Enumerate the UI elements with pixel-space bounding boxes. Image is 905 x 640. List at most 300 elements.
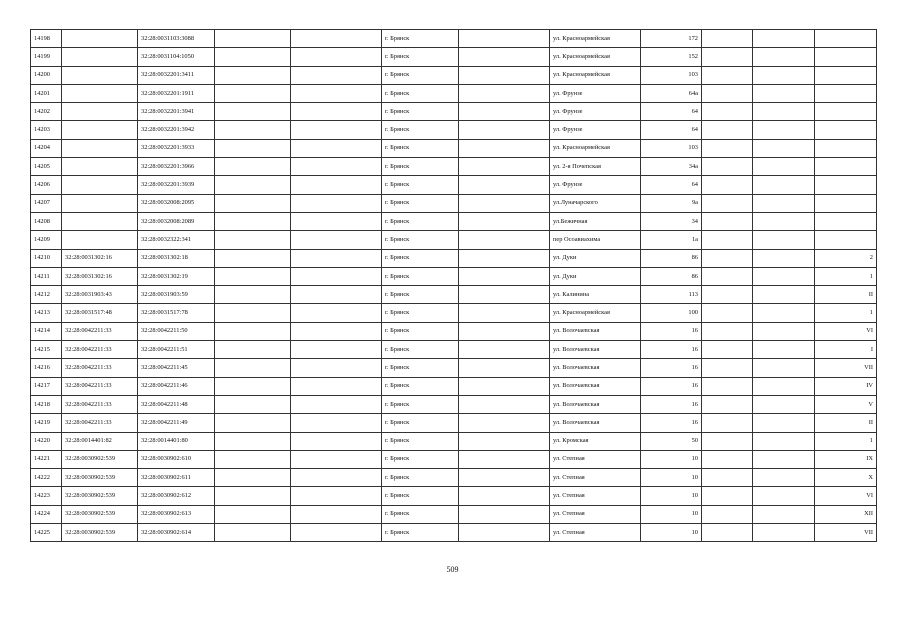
house-number-cell: 172: [641, 30, 702, 48]
row-number-cell: 14217: [31, 377, 62, 395]
empty-cell: [459, 249, 550, 267]
table-row: [31, 139, 877, 157]
premises-number-cell: [815, 231, 877, 249]
empty-cell: [459, 176, 550, 194]
empty-cell: [459, 286, 550, 304]
premises-number-cell: VI: [815, 487, 877, 505]
empty-cell: [459, 231, 550, 249]
land-cadastral-number-cell: 32:28:0042211:33: [62, 414, 138, 432]
row-number-cell: 14205: [31, 158, 62, 176]
land-cadastral-number-cell: [62, 212, 138, 230]
empty-cell: [753, 487, 815, 505]
empty-cell: [215, 139, 291, 157]
house-number-cell: 16: [641, 322, 702, 340]
object-cadastral-number-cell: 32:28:0032322:341: [138, 231, 215, 249]
empty-cell: [459, 66, 550, 84]
empty-cell: [459, 304, 550, 322]
empty-cell: [753, 304, 815, 322]
empty-cell: [459, 432, 550, 450]
city-cell: г. Брянск: [382, 286, 459, 304]
house-number-cell: 34: [641, 212, 702, 230]
empty-cell: [215, 469, 291, 487]
empty-cell: [459, 341, 550, 359]
object-cadastral-number-cell: 32:28:0031517:78: [138, 304, 215, 322]
object-cadastral-number-cell: 32:28:0032201:1911: [138, 84, 215, 102]
city-cell: г. Брянск: [382, 249, 459, 267]
empty-cell: [291, 286, 382, 304]
empty-cell: [702, 469, 753, 487]
object-cadastral-number-cell: 32:28:0032201:3941: [138, 103, 215, 121]
empty-cell: [215, 286, 291, 304]
land-cadastral-number-cell: [62, 121, 138, 139]
empty-cell: [215, 84, 291, 102]
city-cell: г. Брянск: [382, 432, 459, 450]
city-cell: г. Брянск: [382, 66, 459, 84]
row-number-cell: 14216: [31, 359, 62, 377]
property-table: [30, 29, 877, 542]
empty-cell: [459, 267, 550, 285]
premises-number-cell: [815, 158, 877, 176]
city-cell: г. Брянск: [382, 158, 459, 176]
street-cell: ул. Волочаевская: [550, 395, 641, 413]
row-number-cell: 14219: [31, 414, 62, 432]
land-cadastral-number-cell: [62, 84, 138, 102]
empty-cell: [291, 524, 382, 542]
house-number-cell: 10: [641, 469, 702, 487]
empty-cell: [215, 505, 291, 523]
object-cadastral-number-cell: 32:28:0032201:3933: [138, 139, 215, 157]
land-cadastral-number-cell: [62, 231, 138, 249]
object-cadastral-number-cell: 32:28:0031302:19: [138, 267, 215, 285]
empty-cell: [702, 30, 753, 48]
empty-cell: [215, 158, 291, 176]
house-number-cell: 113: [641, 286, 702, 304]
object-cadastral-number-cell: 32:28:0030902:611: [138, 469, 215, 487]
empty-cell: [702, 322, 753, 340]
empty-cell: [215, 30, 291, 48]
city-cell: г. Брянск: [382, 487, 459, 505]
empty-cell: [459, 395, 550, 413]
empty-cell: [215, 322, 291, 340]
table-row: [31, 158, 877, 176]
table-row: [31, 231, 877, 249]
empty-cell: [702, 231, 753, 249]
object-cadastral-number-cell: 32:28:0032201:3411: [138, 66, 215, 84]
empty-cell: [291, 48, 382, 66]
empty-cell: [215, 304, 291, 322]
city-cell: г. Брянск: [382, 505, 459, 523]
house-number-cell: 16: [641, 414, 702, 432]
house-number-cell: 50: [641, 432, 702, 450]
empty-cell: [291, 487, 382, 505]
table-row: [31, 212, 877, 230]
empty-cell: [215, 395, 291, 413]
empty-cell: [459, 30, 550, 48]
empty-cell: [215, 341, 291, 359]
premises-number-cell: XII: [815, 505, 877, 523]
object-cadastral-number-cell: 32:28:0042211:50: [138, 322, 215, 340]
empty-cell: [215, 48, 291, 66]
empty-cell: [459, 194, 550, 212]
premises-number-cell: IV: [815, 377, 877, 395]
row-number-cell: 14215: [31, 341, 62, 359]
object-cadastral-number-cell: 32:28:0032201:3939: [138, 176, 215, 194]
table-row: [31, 469, 877, 487]
empty-cell: [753, 414, 815, 432]
premises-number-cell: 1: [815, 267, 877, 285]
empty-cell: [702, 139, 753, 157]
house-number-cell: 16: [641, 377, 702, 395]
object-cadastral-number-cell: 32:28:0032201:3966: [138, 158, 215, 176]
object-cadastral-number-cell: 32:28:0032008:2089: [138, 212, 215, 230]
empty-cell: [702, 212, 753, 230]
empty-cell: [291, 469, 382, 487]
premises-number-cell: [815, 139, 877, 157]
empty-cell: [291, 212, 382, 230]
empty-cell: [753, 231, 815, 249]
street-cell: ул. Степная: [550, 450, 641, 468]
land-cadastral-number-cell: 32:28:0030902:539: [62, 469, 138, 487]
object-cadastral-number-cell: 32:28:0042211:48: [138, 395, 215, 413]
land-cadastral-number-cell: 32:28:0042211:33: [62, 322, 138, 340]
object-cadastral-number-cell: 32:28:0031103:3088: [138, 30, 215, 48]
city-cell: г. Брянск: [382, 267, 459, 285]
premises-number-cell: VII: [815, 359, 877, 377]
empty-cell: [702, 432, 753, 450]
row-number-cell: 14224: [31, 505, 62, 523]
object-cadastral-number-cell: 32:28:0032201:3942: [138, 121, 215, 139]
table-row: [31, 48, 877, 66]
empty-cell: [702, 286, 753, 304]
house-number-cell: 64а: [641, 84, 702, 102]
empty-cell: [291, 139, 382, 157]
empty-cell: [291, 121, 382, 139]
empty-cell: [702, 524, 753, 542]
empty-cell: [459, 48, 550, 66]
empty-cell: [215, 359, 291, 377]
table-row: [31, 103, 877, 121]
empty-cell: [702, 377, 753, 395]
city-cell: г. Брянск: [382, 103, 459, 121]
row-number-cell: 14218: [31, 395, 62, 413]
empty-cell: [215, 121, 291, 139]
city-cell: г. Брянск: [382, 84, 459, 102]
row-number-cell: 14213: [31, 304, 62, 322]
city-cell: г. Брянск: [382, 30, 459, 48]
empty-cell: [753, 450, 815, 468]
land-cadastral-number-cell: 32:28:0031903:43: [62, 286, 138, 304]
table-row: [31, 487, 877, 505]
land-cadastral-number-cell: 32:28:0014401:82: [62, 432, 138, 450]
premises-number-cell: [815, 212, 877, 230]
premises-number-cell: II: [815, 414, 877, 432]
empty-cell: [753, 30, 815, 48]
empty-cell: [753, 176, 815, 194]
street-cell: ул. Кромская: [550, 432, 641, 450]
house-number-cell: 86: [641, 267, 702, 285]
row-number-cell: 14210: [31, 249, 62, 267]
row-number-cell: 14212: [31, 286, 62, 304]
city-cell: г. Брянск: [382, 341, 459, 359]
empty-cell: [215, 524, 291, 542]
city-cell: г. Брянск: [382, 176, 459, 194]
object-cadastral-number-cell: 32:28:0031104:1050: [138, 48, 215, 66]
land-cadastral-number-cell: 32:28:0030902:539: [62, 505, 138, 523]
empty-cell: [291, 103, 382, 121]
empty-cell: [702, 176, 753, 194]
empty-cell: [702, 158, 753, 176]
street-cell: ул. Фрунзе: [550, 121, 641, 139]
empty-cell: [291, 304, 382, 322]
street-cell: ул. Волочаевская: [550, 377, 641, 395]
row-number-cell: 14214: [31, 322, 62, 340]
empty-cell: [753, 103, 815, 121]
street-cell: ул. Степная: [550, 469, 641, 487]
empty-cell: [459, 487, 550, 505]
street-cell: ул. Фрунзе: [550, 84, 641, 102]
empty-cell: [459, 377, 550, 395]
empty-cell: [459, 212, 550, 230]
city-cell: г. Брянск: [382, 194, 459, 212]
street-cell: ул. Красноармейская: [550, 30, 641, 48]
object-cadastral-number-cell: 32:28:0032008:2095: [138, 194, 215, 212]
land-cadastral-number-cell: 32:28:0042211:33: [62, 341, 138, 359]
empty-cell: [291, 267, 382, 285]
premises-number-cell: VII: [815, 524, 877, 542]
empty-cell: [753, 286, 815, 304]
table-row: [31, 267, 877, 285]
row-number-cell: 14222: [31, 469, 62, 487]
row-number-cell: 14221: [31, 450, 62, 468]
empty-cell: [702, 304, 753, 322]
row-number-cell: 14202: [31, 103, 62, 121]
row-number-cell: 14207: [31, 194, 62, 212]
row-number-cell: 14204: [31, 139, 62, 157]
premises-number-cell: [815, 48, 877, 66]
empty-cell: [702, 103, 753, 121]
premises-number-cell: VI: [815, 322, 877, 340]
house-number-cell: 86: [641, 249, 702, 267]
premises-number-cell: [815, 30, 877, 48]
table-row: [31, 414, 877, 432]
city-cell: г. Брянск: [382, 450, 459, 468]
empty-cell: [459, 103, 550, 121]
empty-cell: [702, 267, 753, 285]
premises-number-cell: I: [815, 341, 877, 359]
street-cell: ул.Луначарского: [550, 194, 641, 212]
city-cell: г. Брянск: [382, 395, 459, 413]
street-cell: ул. Дуки: [550, 249, 641, 267]
street-cell: ул. Волочаевская: [550, 322, 641, 340]
empty-cell: [291, 158, 382, 176]
empty-cell: [459, 469, 550, 487]
empty-cell: [753, 158, 815, 176]
house-number-cell: 1а: [641, 231, 702, 249]
empty-cell: [215, 450, 291, 468]
row-number-cell: 14200: [31, 66, 62, 84]
empty-cell: [215, 432, 291, 450]
land-cadastral-number-cell: [62, 139, 138, 157]
table-row: [31, 395, 877, 413]
table-row: [31, 505, 877, 523]
land-cadastral-number-cell: 32:28:0042211:33: [62, 395, 138, 413]
empty-cell: [702, 249, 753, 267]
premises-number-cell: [815, 121, 877, 139]
empty-cell: [702, 341, 753, 359]
empty-cell: [291, 450, 382, 468]
land-cadastral-number-cell: 32:28:0031302:16: [62, 249, 138, 267]
empty-cell: [753, 322, 815, 340]
city-cell: г. Брянск: [382, 231, 459, 249]
row-number-cell: 14209: [31, 231, 62, 249]
empty-cell: [753, 84, 815, 102]
table-row: [31, 176, 877, 194]
empty-cell: [702, 450, 753, 468]
empty-cell: [215, 103, 291, 121]
empty-cell: [753, 469, 815, 487]
city-cell: г. Брянск: [382, 414, 459, 432]
row-number-cell: 14198: [31, 30, 62, 48]
empty-cell: [459, 414, 550, 432]
empty-cell: [459, 158, 550, 176]
row-number-cell: 14220: [31, 432, 62, 450]
empty-cell: [291, 341, 382, 359]
premises-number-cell: [815, 103, 877, 121]
empty-cell: [702, 84, 753, 102]
empty-cell: [753, 139, 815, 157]
table-row: [31, 249, 877, 267]
house-number-cell: 152: [641, 48, 702, 66]
street-cell: ул. Степная: [550, 487, 641, 505]
table-row: [31, 377, 877, 395]
empty-cell: [753, 524, 815, 542]
empty-cell: [291, 176, 382, 194]
land-cadastral-number-cell: 32:28:0030902:539: [62, 524, 138, 542]
house-number-cell: 103: [641, 139, 702, 157]
empty-cell: [459, 139, 550, 157]
row-number-cell: 14206: [31, 176, 62, 194]
empty-cell: [702, 194, 753, 212]
house-number-cell: 103: [641, 66, 702, 84]
street-cell: ул. Волочаевская: [550, 359, 641, 377]
empty-cell: [459, 322, 550, 340]
empty-cell: [291, 30, 382, 48]
empty-cell: [459, 359, 550, 377]
empty-cell: [215, 377, 291, 395]
empty-cell: [702, 414, 753, 432]
street-cell: ул. Красноармейская: [550, 304, 641, 322]
table-row: [31, 121, 877, 139]
land-cadastral-number-cell: 32:28:0042211:33: [62, 377, 138, 395]
land-cadastral-number-cell: 32:28:0030902:539: [62, 487, 138, 505]
empty-cell: [291, 432, 382, 450]
house-number-cell: 10: [641, 505, 702, 523]
table-row: [31, 432, 877, 450]
house-number-cell: 16: [641, 341, 702, 359]
table-row: [31, 359, 877, 377]
empty-cell: [215, 176, 291, 194]
object-cadastral-number-cell: 32:28:0042211:46: [138, 377, 215, 395]
street-cell: ул. Дуки: [550, 267, 641, 285]
premises-number-cell: 2: [815, 249, 877, 267]
empty-cell: [291, 505, 382, 523]
empty-cell: [702, 505, 753, 523]
street-cell: ул. Степная: [550, 505, 641, 523]
row-number-cell: 14225: [31, 524, 62, 542]
street-cell: ул. Волочаевская: [550, 414, 641, 432]
street-cell: ул. Фрунзе: [550, 176, 641, 194]
empty-cell: [753, 194, 815, 212]
empty-cell: [753, 212, 815, 230]
city-cell: г. Брянск: [382, 377, 459, 395]
land-cadastral-number-cell: [62, 30, 138, 48]
house-number-cell: 10: [641, 487, 702, 505]
empty-cell: [753, 48, 815, 66]
table-row: [31, 84, 877, 102]
empty-cell: [215, 414, 291, 432]
table-row: [31, 524, 877, 542]
empty-cell: [702, 487, 753, 505]
row-number-cell: 14211: [31, 267, 62, 285]
table-row: [31, 194, 877, 212]
land-cadastral-number-cell: 32:28:0031302:16: [62, 267, 138, 285]
empty-cell: [291, 395, 382, 413]
house-number-cell: 16: [641, 359, 702, 377]
empty-cell: [702, 395, 753, 413]
house-number-cell: 64: [641, 121, 702, 139]
empty-cell: [459, 524, 550, 542]
empty-cell: [291, 66, 382, 84]
page-number: 509: [446, 565, 459, 574]
row-number-cell: 14199: [31, 48, 62, 66]
empty-cell: [753, 432, 815, 450]
premises-number-cell: 1: [815, 432, 877, 450]
table-row: [31, 30, 877, 48]
premises-number-cell: IX: [815, 450, 877, 468]
empty-cell: [291, 249, 382, 267]
object-cadastral-number-cell: 32:28:0030902:614: [138, 524, 215, 542]
city-cell: г. Брянск: [382, 304, 459, 322]
row-number-cell: 14203: [31, 121, 62, 139]
premises-number-cell: [815, 194, 877, 212]
empty-cell: [753, 267, 815, 285]
house-number-cell: 100: [641, 304, 702, 322]
street-cell: ул. Красноармейская: [550, 139, 641, 157]
city-cell: г. Брянск: [382, 212, 459, 230]
street-cell: ул. Фрунзе: [550, 103, 641, 121]
empty-cell: [753, 66, 815, 84]
empty-cell: [753, 505, 815, 523]
city-cell: г. Брянск: [382, 48, 459, 66]
land-cadastral-number-cell: 32:28:0030902:539: [62, 450, 138, 468]
land-cadastral-number-cell: [62, 103, 138, 121]
object-cadastral-number-cell: 32:28:0042211:51: [138, 341, 215, 359]
row-number-cell: 14223: [31, 487, 62, 505]
house-number-cell: 10: [641, 450, 702, 468]
street-cell: ул.Бежичная: [550, 212, 641, 230]
empty-cell: [215, 212, 291, 230]
premises-number-cell: [815, 66, 877, 84]
empty-cell: [215, 267, 291, 285]
empty-cell: [753, 341, 815, 359]
city-cell: г. Брянск: [382, 469, 459, 487]
empty-cell: [459, 84, 550, 102]
land-cadastral-number-cell: [62, 176, 138, 194]
empty-cell: [459, 121, 550, 139]
empty-cell: [291, 414, 382, 432]
empty-cell: [215, 66, 291, 84]
city-cell: г. Брянск: [382, 121, 459, 139]
